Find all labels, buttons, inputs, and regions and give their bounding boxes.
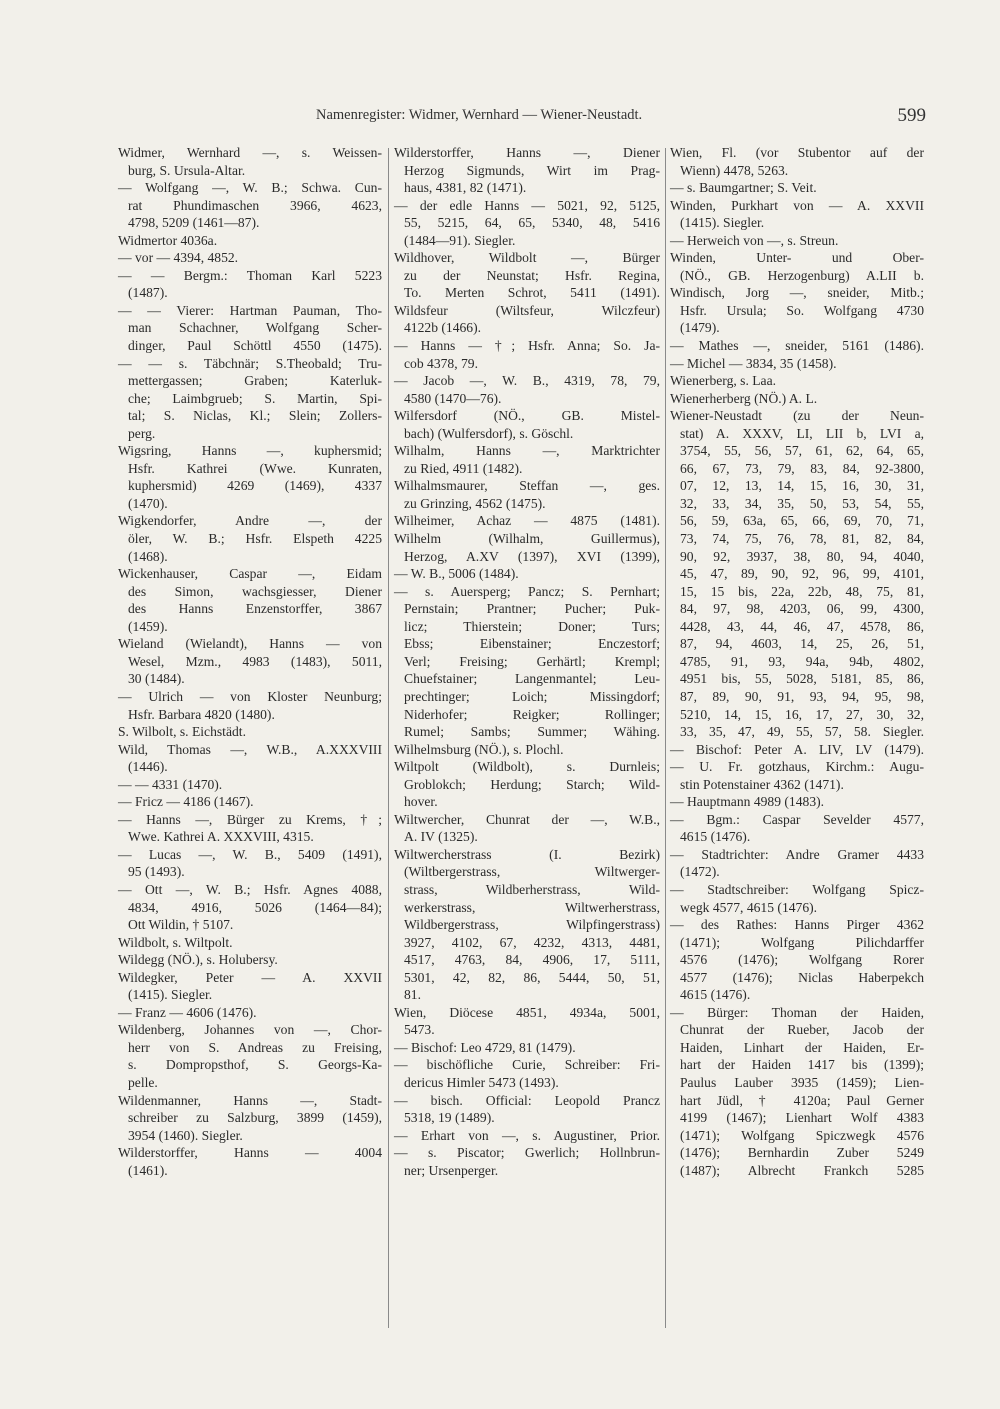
index-entry-line: 87, 89, 90, 91, 93, 94, 95, 98, (680, 688, 924, 704)
index-entry-line: Verl; Freising; Gerhärtl; Krempl; (404, 653, 660, 669)
index-entry-line: — Hauptmann 4989 (1483). (670, 794, 825, 810)
index-entry-line: — Stadtschreiber: Wolfgang Spicz- (670, 881, 924, 897)
index-entry-line: Wesel, Mzm., 4983 (1483), 5011, (128, 653, 382, 669)
index-entry-line: — bisch. Official: Leopold Prancz (394, 1092, 660, 1108)
index-entry-line: (1470). (128, 495, 168, 511)
index-entry-line: hart Jüdl, † 4120a; Paul Gerner (680, 1092, 924, 1108)
index-entry-line: Wienerberg, s. Laa. (670, 373, 777, 389)
index-entry-line: Wilfersdorf (NÖ., GB. Mistel- (394, 408, 660, 424)
index-entry-line: — Michel — 3834, 35 (1458). (670, 355, 837, 371)
index-entry-line: (1415). Siegler. (128, 987, 213, 1003)
index-entry-line: (1446). (128, 759, 168, 775)
index-column-2 (394, 144, 660, 1179)
index-entry-line: 4785, 91, 93, 94a, 94b, 4802, (680, 653, 924, 669)
index-entry-line: Wieland (Wielandt), Hanns — von (118, 636, 382, 652)
header-title: Namenregister: Widmer, Wernhard — Wiener-Neustadt. (316, 107, 643, 123)
index-entry-line: — Bgm.: Caspar Sevelder 4577, (670, 811, 924, 827)
index-entry-line: — s. Piscator; Gwerlich; Hollnbrun- (394, 1145, 660, 1161)
index-entry-line: 4577 (1476); Niclas Haberpekch (680, 969, 924, 985)
index-entry-line: (1461). (128, 1162, 168, 1178)
index-entry-line: (Wiltbergerstrass, Wiltwerger- (404, 864, 660, 880)
index-entry-line: dinger, Paul Schöttl 4550 (1475). (128, 338, 382, 354)
index-entry-line: — Ulrich — von Kloster Neunburg; (118, 688, 382, 704)
index-entry-line: Haiden, Linhart der Haiden, Er- (680, 1039, 924, 1055)
index-entry-line: — bischöfliche Curie, Schreiber: Fri- (394, 1057, 660, 1073)
index-entry-line: zu Ried, 4911 (1482). (404, 460, 523, 476)
index-entry-line: 15, 15 bis, 22a, 22b, 48, 75, 81, (680, 583, 924, 599)
index-entry-line: 66, 67, 73, 79, 83, 84, 92-3800, (680, 460, 924, 476)
index-entry-line: s. Dompropsthof, S. Georgs-Ka- (128, 1057, 382, 1073)
index-entry-line: 32, 33, 34, 35, 50, 53, 54, 55, (680, 495, 924, 511)
index-entry-line: Groblokch; Herdung; Starch; Wild- (404, 776, 660, 792)
index-entry-line: 87, 94, 4603, 14, 25, 26, 51, (680, 636, 924, 652)
index-entry-line: burg, S. Ursula-Altar. (128, 162, 246, 178)
index-entry-line: Wilderstorffer, Hanns — 4004 (118, 1145, 382, 1161)
index-entry-line: (1471); Wolfgang Pilichdarffer (680, 934, 924, 950)
index-entry-line: mettergassen; Graben; Katerluk- (128, 373, 382, 389)
index-entry-line: hover. (404, 794, 438, 810)
index-entry-line: 4576 (1476); Wolfgang Rorer (680, 952, 924, 968)
index-entry-line: bach) (Wulfersdorf), s. Göschl. (404, 425, 574, 441)
index-entry-line: — Lucas —, W. B., 5409 (1491), (118, 846, 382, 862)
index-entry-line: Wildhover, Wildbolt —, Bürger (394, 250, 660, 266)
index-entry-line: — Mathes —, sneider, 5161 (1486). (670, 338, 924, 354)
index-entry-line: Wiltpolt (Wildbolt), s. Durnleis; (394, 759, 660, 775)
index-entry-line: 5301, 42, 82, 86, 5444, 50, 51, (404, 969, 660, 985)
index-entry-line: Wickenhauser, Caspar —, Eidam (118, 566, 382, 582)
index-entry-line: — Bischof: Leo 4729, 81 (1479). (394, 1039, 576, 1055)
index-entry-line: (1476); Bernhardin Zuber 5249 (680, 1145, 924, 1161)
page-number: 599 (897, 105, 926, 126)
index-entry-line: (1471); Wolfgang Spiczwegk 4576 (680, 1127, 924, 1143)
index-entry-line: Herzog, A.XV (1397), XVI (1399), (404, 548, 660, 564)
index-entry-line: zu der Neunstat; Hsfr. Regina, (404, 267, 660, 283)
index-entry-line: Winden, Purkhart von — A. XXVII (670, 197, 924, 213)
index-entry-line: Wilhelm (Wilhalm, Guillermus), (394, 531, 660, 547)
index-entry-line: ner; Ursenperger. (404, 1162, 499, 1178)
index-entry-line: (1487). (128, 285, 168, 301)
index-entry-line: Wildenmanner, Hanns —, Stadt- (118, 1092, 382, 1108)
index-entry-line: Wildsfeur (Wiltsfeur, Wilczfeur) (394, 302, 660, 318)
index-entry-line: Wigsring, Hanns —, kuphersmid; (118, 443, 382, 459)
index-entry-line: Wilhelmsburg (NÖ.), s. Plochl. (394, 741, 564, 757)
index-entry-line: Hsfr. Kathrei (Wwe. Kunraten, (128, 460, 382, 476)
index-entry-line: 5210, 14, 15, 16, 17, 27, 30, 32, (680, 706, 924, 722)
index-entry-line: tal; S. Niclas, Kl.; Slein; Zollers- (128, 408, 382, 424)
index-entry-line: Wiltwercher, Chunrat der —, W.B., (394, 811, 660, 827)
index-entry-line: — s. Baumgartner; S. Veit. (670, 180, 817, 196)
index-entry-line: (NÖ., GB. Herzogenburg) A.LII b. (680, 267, 924, 283)
index-entry-line: Wien, Fl. (vor Stubentor auf der (670, 145, 924, 160)
column-rule (665, 148, 666, 1328)
index-entry-line: 4798, 5209 (1461—87). (128, 215, 260, 231)
index-entry-line: Herzog Sigmunds, Wirt im Prag- (404, 162, 660, 178)
index-entry-line: — des Rathes: Hanns Pirger 4362 (670, 917, 924, 933)
index-entry-line: — s. Auersperg; Pancz; S. Pernhart; (394, 583, 660, 599)
index-entry-line: 4615 (1476). (680, 987, 751, 1003)
index-entry-line: 4199 (1467); Lienhart Wolf 4383 (680, 1110, 924, 1126)
index-entry-line: wegk 4577, 4615 (1476). (680, 899, 818, 915)
index-entry-line: 5473. (404, 1022, 435, 1038)
index-entry-line: — W. B., 5006 (1484). (394, 566, 519, 582)
index-entry-line: 4428, 43, 44, 46, 47, 4578, 86, (680, 618, 924, 634)
index-entry-line: strass, Wildberherstrass, Wild- (404, 881, 660, 897)
index-entry-line: 4834, 4916, 5026 (1464—84); (128, 899, 382, 915)
index-entry-line: — — s. Täbchnär; S.Theobald; Tru- (118, 355, 382, 371)
index-entry-line: — Franz — 4606 (1476). (118, 1004, 257, 1020)
index-entry-line: 84, 97, 98, 4203, 06, 99, 4300, (680, 601, 924, 617)
index-entry-line: kuphersmid) 4269 (1469), 4337 (128, 478, 382, 494)
index-entry-line: stat) A. XXXV, LI, LII b, LVI a, (680, 425, 924, 441)
index-entry-line: Hsfr. Ursula; So. Wolfgang 4730 (680, 302, 924, 318)
column-rule (388, 148, 389, 1328)
index-entry-line: che; Laimbgrueb; S. Martin, Spi- (128, 390, 382, 406)
index-entry-line: Wienerherberg (NÖ.) A. L. (670, 390, 818, 406)
index-entry-line: Wildbergerstrass, Wilpfingerstrass) (404, 917, 660, 933)
index-entry-line: 07, 12, 13, 14, 15, 16, 30, 31, (680, 478, 924, 494)
index-entry-line: Paulus Lauber 3935 (1459); Lien- (680, 1074, 924, 1090)
index-entry-line: Wild, Thomas —, W.B., A.XXXVIII (118, 741, 382, 757)
index-entry-line: — Jacob —, W. B., 4319, 78, 79, (394, 373, 660, 389)
index-entry-line: To. Merten Schrot, 5411 (1491). (404, 285, 660, 301)
index-entry-line: herr von S. Andreas zu Freising, (128, 1039, 382, 1055)
index-entry-line: licz; Thierstein; Doner; Turs; (404, 618, 660, 634)
index-entry-line: — Ott —, W. B.; Hsfr. Agnes 4088, (118, 881, 382, 897)
index-entry-line: öler, W. B.; Hsfr. Elspeth 4225 (128, 531, 382, 547)
index-entry-line: 3927, 4102, 67, 4232, 4313, 4481, (404, 934, 660, 950)
index-entry-line: — Bürger: Thoman der Haiden, (670, 1004, 924, 1020)
index-entry-line: 4122b (1466). (404, 320, 482, 336)
index-entry-line: 45, 47, 89, 90, 92, 96, 99, 4101, (680, 566, 924, 582)
index-entry-line: 4517, 4763, 84, 4906, 17, 5111, (404, 952, 660, 968)
index-entry-line: Chuefstainer; Langenmantel; Leu- (404, 671, 660, 687)
index-entry-line: (1479). (680, 320, 720, 336)
index-entry-line: Wildegker, Peter — A. XXVII (118, 969, 382, 985)
index-entry-line: 4580 (1470—76). (404, 390, 502, 406)
index-entry-line: — U. Fr. gotzhaus, Kirchm.: Augu- (670, 759, 924, 775)
index-entry-line: (1472). (680, 864, 720, 880)
index-entry-line: 56, 59, 63a, 65, 66, 69, 70, 71, (680, 513, 924, 529)
index-entry-line: — — 4331 (1470). (118, 776, 223, 792)
index-entry-line: cob 4378, 79. (404, 355, 479, 371)
index-column-1 (118, 144, 382, 1179)
index-entry-line: prechtinger; Loich; Missingdorf; (404, 688, 660, 704)
index-entry-line: — Erhart von —, s. Augustiner, Prior. (394, 1127, 660, 1143)
index-entry-line: 55, 5215, 64, 65, 5340, 48, 5416 (404, 215, 660, 231)
index-entry-line: Widmer, Wernhard —, s. Weissen- (118, 145, 382, 160)
index-entry-line: haus, 4381, 82 (1471). (404, 180, 527, 196)
index-entry-line: perg. (128, 425, 156, 441)
index-entry-line: Winden, Unter- und Ober- (670, 250, 924, 266)
index-entry-line: Wilheimer, Achaz — 4875 (1481). (394, 513, 660, 529)
index-entry-line: Wildegg (NÖ.), s. Holubersy. (118, 952, 278, 968)
index-entry-line: 33, 35, 47, 49, 55, 57, 58. Siegler. (680, 724, 924, 740)
index-entry-line: stin Potenstainer 4362 (1471). (680, 776, 844, 792)
index-entry-line: Chunrat der Rueber, Jacob der (680, 1022, 924, 1038)
index-entry-line: schreiber zu Salzburg, 3899 (1459), (128, 1110, 382, 1126)
index-entry-line: Wildbolt, s. Wiltpolt. (118, 934, 233, 950)
index-entry-line: pelle. (128, 1074, 158, 1090)
index-entry-line: Ebss; Eibenstainer; Enczestorf; (404, 636, 660, 652)
index-entry-line: hart der Haiden 1417 bis (1399); (680, 1057, 924, 1073)
index-entry-line: — der edle Hanns — 5021, 92, 5125, (394, 197, 660, 213)
index-entry-line: — Stadtrichter: Andre Gramer 4433 (670, 846, 924, 862)
index-entry-line: Wien, Diöcese 4851, 4934a, 5001, (394, 1004, 660, 1020)
index-entry-line: — Wolfgang —, W. B.; Schwa. Cun- (118, 180, 382, 196)
index-entry-line: — Fricz — 4186 (1467). (118, 794, 254, 810)
index-entry-line: A. IV (1325). (404, 829, 478, 845)
index-entry-line: Wienn) 4478, 5263. (680, 162, 789, 178)
index-entry-line: Hsfr. Barbara 4820 (1480). (128, 706, 275, 722)
index-entry-line: Niderhofer; Reigker; Rollinger; (404, 706, 660, 722)
index-entry-line: 30 (1484). (128, 671, 185, 687)
index-entry-line: Rumel; Sambs; Summer; Wähing. (404, 724, 660, 740)
index-entry-line: S. Wilbolt, s. Eichstädt. (118, 724, 246, 740)
index-entry-line: Wiltwercherstrass (I. Bezirk) (394, 846, 660, 862)
index-entry-line: — — Vierer: Hartman Pauman, Tho- (118, 302, 382, 318)
index-entry-line: des Hanns Enzenstorffer, 3867 (128, 601, 382, 617)
index-entry-line: (1484—91). Siegler. (404, 232, 516, 248)
index-entry-line: Wigkendorfer, Andre —, der (118, 513, 382, 529)
index-entry-line: zu Grinzing, 4562 (1475). (404, 495, 546, 511)
index-entry-line: — — Bergm.: Thoman Karl 5223 (118, 267, 382, 283)
index-entry-line: dericus Himler 5473 (1493). (404, 1074, 559, 1090)
index-column-3 (670, 144, 924, 1179)
index-entry-line: Wilhalm, Hanns —, Marktrichter (394, 443, 660, 459)
index-entry-line: des Simon, wachsgiesser, Diener (128, 583, 382, 599)
index-entry-line: — Hanns —, Bürger zu Krems, †; (118, 811, 382, 827)
index-entry-line: 5318, 19 (1489). (404, 1110, 495, 1126)
index-entry-line: 3754, 55, 56, 57, 61, 62, 64, 65, (680, 443, 924, 459)
index-entry-line: 4615 (1476). (680, 829, 751, 845)
index-entry-line: Wilderstorffer, Hanns —, Diener (394, 145, 660, 160)
index-entry-line: Windisch, Jorg —, sneider, Mitb.; (670, 285, 924, 301)
index-entry-line: 95 (1493). (128, 864, 185, 880)
index-entry-line: Wildenberg, Johannes von —, Chor- (118, 1022, 382, 1038)
index-entry-line: werkerstrass, Wiltwerherstrass, (404, 899, 660, 915)
index-entry-line: 3954 (1460). Siegler. (128, 1127, 243, 1143)
index-entry-line: Ott Wildin, † 5107. (128, 917, 234, 933)
index-entry-line: Widmertor 4036a. (118, 232, 218, 248)
index-entry-line: — Bischof: Peter A. LIV, LV (1479). (670, 741, 924, 757)
index-entry-line: — vor — 4394, 4852. (118, 250, 239, 266)
index-entry-line: 90, 92, 3937, 38, 80, 94, 4040, (680, 548, 924, 564)
index-entry-line: rat Phundimaschen 3966, 4623, (128, 197, 382, 213)
index-entry-line: Wwe. Kathrei A. XXXVIII, 4315. (128, 829, 314, 845)
index-entry-line: 81. (404, 987, 421, 1003)
index-entry-line: Wilhalmsmaurer, Steffan —, ges. (394, 478, 660, 494)
index-entry-line: (1415). Siegler. (680, 215, 765, 231)
index-entry-line: (1459). (128, 618, 168, 634)
index-entry-line: — Hanns — †; Hsfr. Anna; So. Ja- (394, 338, 660, 354)
index-entry-line: — Herweich von —, s. Streun. (670, 232, 839, 248)
index-entry-line: (1487); Albrecht Frankch 5285 (680, 1162, 924, 1178)
running-header (316, 107, 926, 131)
index-entry-line: Wiener-Neustadt (zu der Neun- (670, 408, 924, 424)
index-entry-line: 73, 74, 75, 76, 78, 81, 82, 84, (680, 531, 924, 547)
index-entry-line: (1468). (128, 548, 168, 564)
index-entry-line: 4951 bis, 55, 5028, 5181, 85, 86, (680, 671, 924, 687)
index-entry-line: Pernstain; Prantner; Pucher; Puk- (404, 601, 660, 617)
index-entry-line: man Schachner, Wolfgang Scher- (128, 320, 382, 336)
